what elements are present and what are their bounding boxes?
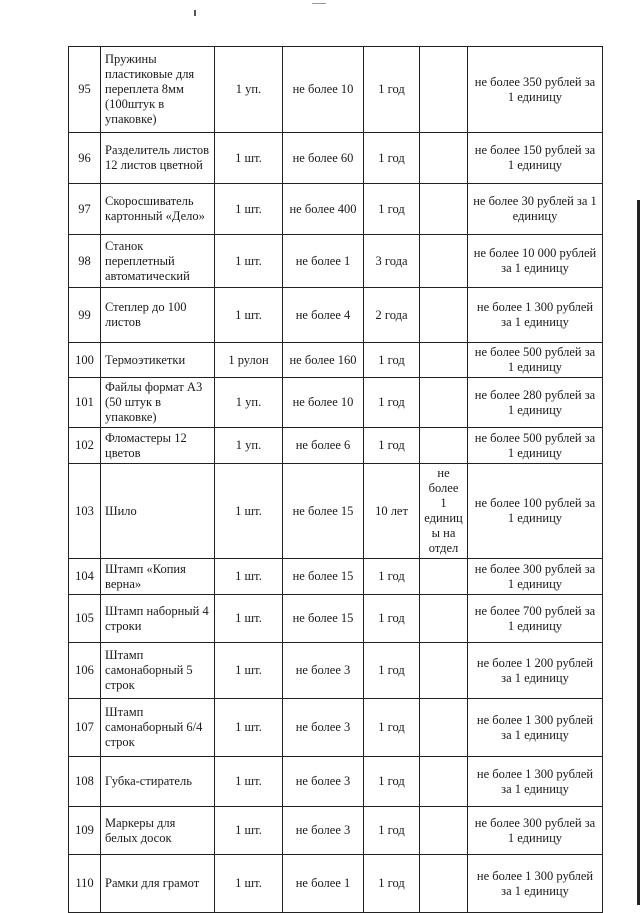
row-number-cell: 104	[69, 559, 101, 595]
extra-condition-cell: не более 1 единиц ы на отдел	[420, 464, 468, 559]
extra-condition-cell	[420, 428, 468, 464]
row-number-cell: 103	[69, 464, 101, 559]
item-name-cell: Шило	[101, 464, 215, 559]
price-limit-cell: не более 350 рублей за 1 единицу	[468, 47, 603, 133]
extra-condition-cell	[420, 595, 468, 643]
service-life-cell: 1 год	[364, 595, 420, 643]
quantity-limit-cell: не более 3	[283, 757, 364, 807]
row-number-cell: 100	[69, 343, 101, 378]
scan-speck	[312, 3, 326, 4]
price-limit-cell: не более 280 рублей за 1 единицу	[468, 378, 603, 428]
unit-of-measure-cell: 1 шт.	[215, 643, 283, 699]
price-limit-cell: не более 500 рублей за 1 единицу	[468, 343, 603, 378]
service-life-cell: 1 год	[364, 184, 420, 235]
row-number-cell: 105	[69, 595, 101, 643]
unit-of-measure-cell: 1 шт.	[215, 757, 283, 807]
row-number-cell: 102	[69, 428, 101, 464]
quantity-limit-cell: не более 10	[283, 378, 364, 428]
unit-of-measure-cell: 1 уп.	[215, 378, 283, 428]
extra-condition-cell	[420, 47, 468, 133]
quantity-limit-cell: не более 3	[283, 807, 364, 855]
unit-of-measure-cell: 1 шт.	[215, 699, 283, 757]
table-row	[69, 699, 603, 757]
unit-of-measure-cell: 1 шт.	[215, 288, 283, 343]
price-limit-cell: не более 1 300 рублей за 1 единицу	[468, 757, 603, 807]
item-name-cell: Фломастеры 12 цветов	[101, 428, 215, 464]
service-life-cell: 1 год	[364, 855, 420, 913]
price-limit-cell: не более 30 рублей за 1 единицу	[468, 184, 603, 235]
unit-of-measure-cell: 1 уп.	[215, 428, 283, 464]
price-limit-cell: не более 300 рублей за 1 единицу	[468, 807, 603, 855]
service-life-cell: 1 год	[364, 699, 420, 757]
quantity-limit-cell: не более 60	[283, 133, 364, 184]
table-row	[69, 559, 603, 595]
unit-of-measure-cell: 1 шт.	[215, 184, 283, 235]
item-name-cell: Штамп самонаборный 6/4 строк	[101, 699, 215, 757]
price-limit-cell: не более 1 200 рублей за 1 единицу	[468, 643, 603, 699]
service-life-cell: 1 год	[364, 559, 420, 595]
row-number-cell: 97	[69, 184, 101, 235]
quantity-limit-cell: не более 10	[283, 47, 364, 133]
extra-condition-cell	[420, 855, 468, 913]
item-name-cell: Термоэтикетки	[101, 343, 215, 378]
service-life-cell: 1 год	[364, 428, 420, 464]
table-row	[69, 133, 603, 184]
service-life-cell: 1 год	[364, 643, 420, 699]
unit-of-measure-cell: 1 рулон	[215, 343, 283, 378]
quantity-limit-cell: не более 1	[283, 855, 364, 913]
row-number-cell: 108	[69, 757, 101, 807]
quantity-limit-cell: не более 1	[283, 235, 364, 288]
price-limit-cell: не более 300 рублей за 1 единицу	[468, 559, 603, 595]
row-number-cell: 109	[69, 807, 101, 855]
quantity-limit-cell: не более 3	[283, 643, 364, 699]
table-row	[69, 595, 603, 643]
unit-of-measure-cell: 1 шт.	[215, 133, 283, 184]
quantity-limit-cell: не более 4	[283, 288, 364, 343]
table-row	[69, 428, 603, 464]
row-number-cell: 99	[69, 288, 101, 343]
unit-of-measure-cell: 1 шт.	[215, 807, 283, 855]
supplies-table	[68, 46, 603, 913]
table-row	[69, 643, 603, 699]
item-name-cell: Станок переплетный автоматический	[101, 235, 215, 288]
extra-condition-cell	[420, 343, 468, 378]
service-life-cell: 1 год	[364, 757, 420, 807]
item-name-cell: Разделитель листов 12 листов цветной	[101, 133, 215, 184]
service-life-cell: 2 года	[364, 288, 420, 343]
unit-of-measure-cell: 1 шт.	[215, 235, 283, 288]
table-row	[69, 47, 603, 133]
item-name-cell: Пружины пластиковые для переплета 8мм (100штук в упаковке)	[101, 47, 215, 133]
service-life-cell: 1 год	[364, 343, 420, 378]
table-row	[69, 343, 603, 378]
row-number-cell: 96	[69, 133, 101, 184]
row-number-cell: 110	[69, 855, 101, 913]
service-life-cell: 3 года	[364, 235, 420, 288]
item-name-cell: Штамп самонаборный 5 строк	[101, 643, 215, 699]
row-number-cell: 95	[69, 47, 101, 133]
item-name-cell: Штамп «Копия верна»	[101, 559, 215, 595]
extra-condition-cell	[420, 378, 468, 428]
row-number-cell: 98	[69, 235, 101, 288]
price-limit-cell: не более 10 000 рублей за 1 единицу	[468, 235, 603, 288]
service-life-cell: 10 лет	[364, 464, 420, 559]
table-row	[69, 378, 603, 428]
item-name-cell: Степлер до 100 листов	[101, 288, 215, 343]
row-number-cell: 107	[69, 699, 101, 757]
extra-condition-cell	[420, 133, 468, 184]
extra-condition-cell	[420, 288, 468, 343]
table-row	[69, 184, 603, 235]
table-row	[69, 855, 603, 913]
table-row	[69, 807, 603, 855]
service-life-cell: 1 год	[364, 807, 420, 855]
unit-of-measure-cell: 1 шт.	[215, 595, 283, 643]
table-body	[69, 47, 603, 913]
extra-condition-cell	[420, 643, 468, 699]
item-name-cell: Файлы формат А3 (50 штук в упаковке)	[101, 378, 215, 428]
price-limit-cell: не более 1 300 рублей за 1 единицу	[468, 288, 603, 343]
extra-condition-cell	[420, 184, 468, 235]
unit-of-measure-cell: 1 шт.	[215, 855, 283, 913]
quantity-limit-cell: не более 15	[283, 464, 364, 559]
row-number-cell: 101	[69, 378, 101, 428]
extra-condition-cell	[420, 807, 468, 855]
row-number-cell: 106	[69, 643, 101, 699]
quantity-limit-cell: не более 15	[283, 595, 364, 643]
item-name-cell: Губка-стиратель	[101, 757, 215, 807]
item-name-cell: Рамки для грамот	[101, 855, 215, 913]
item-name-cell: Штамп наборный 4 строки	[101, 595, 215, 643]
service-life-cell: 1 год	[364, 47, 420, 133]
scan-speck	[194, 10, 196, 16]
unit-of-measure-cell: 1 уп.	[215, 47, 283, 133]
item-name-cell: Скоросшиватель картонный «Дело»	[101, 184, 215, 235]
unit-of-measure-cell: 1 шт.	[215, 464, 283, 559]
extra-condition-cell	[420, 559, 468, 595]
quantity-limit-cell: не более 400	[283, 184, 364, 235]
service-life-cell: 1 год	[364, 378, 420, 428]
quantity-limit-cell: не более 15	[283, 559, 364, 595]
price-limit-cell: не более 100 рублей за 1 единицу	[468, 464, 603, 559]
price-limit-cell: не более 1 300 рублей за 1 единицу	[468, 855, 603, 913]
table-row	[69, 235, 603, 288]
table-row	[69, 288, 603, 343]
table-row	[69, 757, 603, 807]
price-limit-cell: не более 1 300 рублей за 1 единицу	[468, 699, 603, 757]
table-row	[69, 464, 603, 559]
service-life-cell: 1 год	[364, 133, 420, 184]
quantity-limit-cell: не более 3	[283, 699, 364, 757]
price-limit-cell: не более 700 рублей за 1 единицу	[468, 595, 603, 643]
quantity-limit-cell: не более 160	[283, 343, 364, 378]
price-limit-cell: не более 150 рублей за 1 единицу	[468, 133, 603, 184]
extra-condition-cell	[420, 235, 468, 288]
unit-of-measure-cell: 1 шт.	[215, 559, 283, 595]
extra-condition-cell	[420, 699, 468, 757]
price-limit-cell: не более 500 рублей за 1 единицу	[468, 428, 603, 464]
quantity-limit-cell: не более 6	[283, 428, 364, 464]
item-name-cell: Маркеры для белых досок	[101, 807, 215, 855]
extra-condition-cell	[420, 757, 468, 807]
